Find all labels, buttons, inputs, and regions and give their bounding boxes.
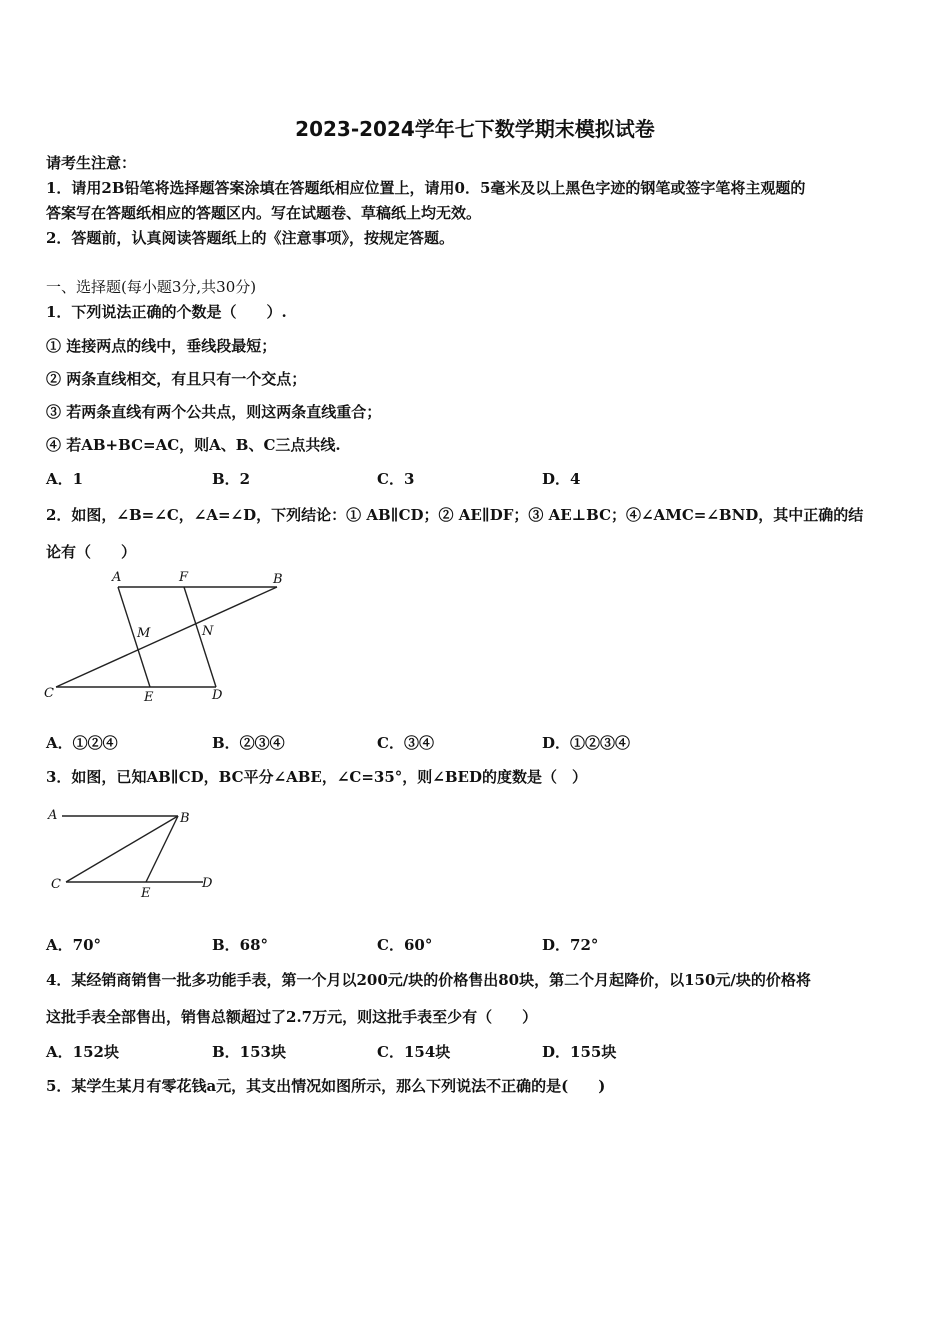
question-1-statement-2: ② 两条直线相交，有且只有一个交点； [46,370,307,388]
label-d: D [202,876,213,891]
question-5-stem: 5．某学生某月有零花钱a元，其支出情况如图所示，那么下列说法不正确的是( ) [46,1077,606,1095]
question-4-option-c[interactable]: C．154块 [377,1043,451,1061]
label-f: F [179,570,189,585]
section-heading: 一、选择题(每小题3分,共30分) [46,278,257,296]
label-b: B [273,572,283,587]
notice-item-1-line-2: 答案写在答题纸相应的答题区内。写在试题卷、草稿纸上均无效。 [46,204,482,222]
question-1-statement-3: ③ 若两条直线有两个公共点，则这两条直线重合； [46,403,382,421]
question-4-stem-line-1: 4．某经销商销售一批多功能手表，第一个月以200元/块的价格售出80块，第二个月起降价，以150元/块的价格将 [46,971,811,989]
question-1-statement-4: ④ 若AB+BC=AC，则A、B、C三点共线. [46,436,341,454]
label-m: M [137,626,151,641]
label-c: C [44,686,54,701]
question-3-stem: 3．如图，已知AB∥CD，BC平分∠ABE，∠C=35°，则∠BED的度数是（ ） [46,768,587,786]
notice-heading: 请考生注意： [46,154,137,172]
label-a: A [112,570,122,585]
label-a: A [48,808,58,823]
page-title: 2023-2024学年七下数学期末模拟试卷 [295,117,655,141]
question-2-option-c[interactable]: C．③④ [377,734,434,752]
question-3-option-c[interactable]: C．60° [377,936,433,954]
question-1-option-a[interactable]: A．1 [46,470,84,488]
label-e: E [141,886,151,901]
question-3-option-d[interactable]: D．72° [542,936,599,954]
question-2-stem-line-1: 2．如图，∠B=∠C，∠A=∠D，下列结论：① AB∥CD；② AE∥DF；③ AE⊥BC；④∠AMC=∠BND，其中正确的结 [46,506,864,524]
question-4-option-b[interactable]: B．153块 [212,1043,286,1061]
question-2-figure [40,566,290,708]
question-3-option-b[interactable]: B．68° [212,936,269,954]
label-c: C [51,877,61,892]
question-2-option-a[interactable]: A．①②④ [46,734,118,752]
question-1-option-d[interactable]: D．4 [542,470,581,488]
question-4-option-d[interactable]: D．155块 [542,1043,617,1061]
question-2-option-b[interactable]: B．②③④ [212,734,285,752]
question-1-option-c[interactable]: C．3 [377,470,415,488]
question-3-figure [40,800,230,902]
question-3-option-a[interactable]: A．70° [46,936,102,954]
label-b: B [180,811,190,826]
question-2-option-d[interactable]: D．①②③④ [542,734,631,752]
segment-cb [66,816,178,882]
label-e: E [144,690,154,705]
segment-cb [56,587,277,687]
notice-item-1-line-1: 1．请用2B铅笔将选择题答案涂填在答题纸相应位置上，请用0．5毫米及以上黑色字迹的钢笔或签字笔将主观题的 [46,179,806,197]
question-1-statement-1: ① 连接两点的线中，垂线段最短； [46,337,277,355]
question-2-stem-line-2: 论有（ ） [46,543,137,561]
label-d: D [212,688,223,703]
label-n: N [202,624,214,639]
question-4-stem-line-2: 这批手表全部售出，销售总额超过了2.7万元，则这批手表至少有（ ） [46,1008,538,1026]
notice-item-2: 2．答题前，认真阅读答题纸上的《注意事项》，按规定答题。 [46,229,454,247]
question-4-option-a[interactable]: A．152块 [46,1043,119,1061]
question-1-stem: 1．下列说法正确的个数是（ ）. [46,303,287,321]
question-1-option-b[interactable]: B．2 [212,470,251,488]
